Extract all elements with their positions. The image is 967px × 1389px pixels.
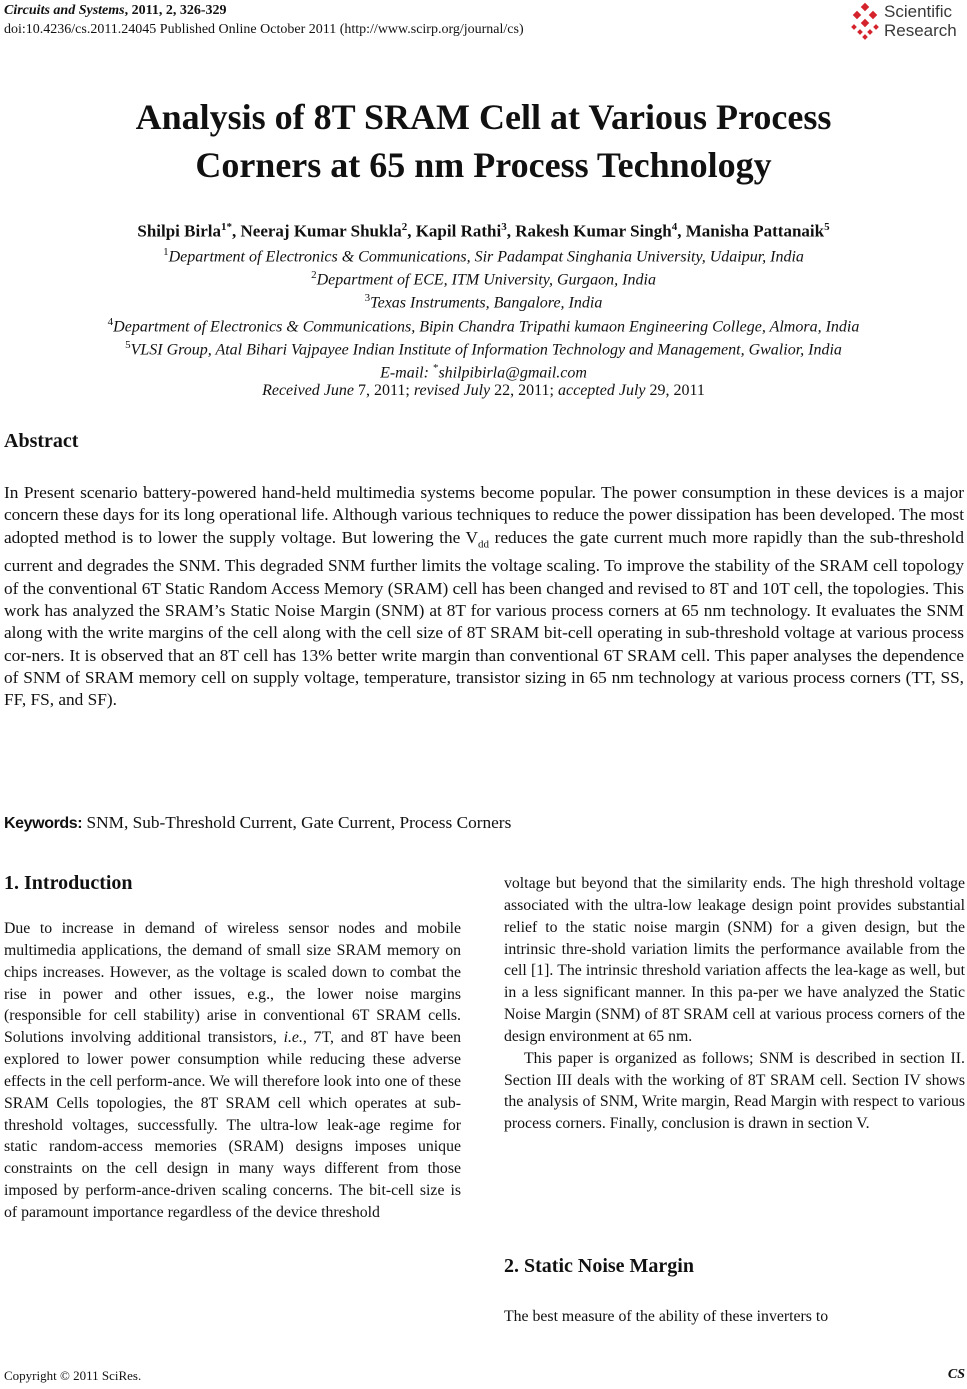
logo-line-1: Scientific (884, 2, 953, 21)
author-affil-sup: 4 (671, 221, 678, 233)
email-line: E-mail: *shilpibirla@gmail.com (380, 362, 587, 382)
publisher-logo-text (884, 2, 957, 40)
affiliation-sup: 1 (163, 246, 169, 258)
affiliation-text: Texas Instruments, Bangalore, India (370, 294, 603, 312)
affiliation-sup: 2 (311, 269, 317, 281)
publisher-logo (848, 2, 967, 42)
received-label: Received June (262, 382, 355, 399)
affiliation-text: Department of Electronics & Communications, Sir Padampat Singhania University, Udaipur, India (168, 248, 804, 266)
intro-text: Due to increase in demand of wireless sensor nodes and mobile multimedia applications, the demand of small size SRAM memory on chips increases. However, as the voltage is scaled down to combat the rise in power and other issues, e.g., the lower noise margins (responsible for cell stability) arise in conventional 6T SRAM cells. Solutions involving additional transistors, (4, 920, 461, 1047)
abstract-text-part-1: In Present scenario battery-powered hand-held multimedia systems become popular. The power consumption in these devices is a major concern these days for its long operational life. Although various techniques to reduce the power dissipation has been developed. The most adopted method is to lower the supply voltage. But lowering the V (4, 483, 964, 547)
keywords-line (4, 812, 511, 835)
revised-date: 22, 2011; (490, 382, 558, 399)
affiliation-5 (0, 335, 967, 360)
keywords-text: SNM, Sub-Threshold Current, Gate Current, Process Corners (82, 813, 512, 832)
intro-paragraph-1 (4, 918, 461, 1224)
doi-line: doi:10.4236/cs.2011.24045 Published Online October 2011 (http://www.scirp.org/journal/cs) (4, 22, 524, 37)
affiliation-sup: 4 (107, 316, 114, 328)
author-affil-sup: 2 (401, 221, 408, 233)
affiliation-text: Department of Electronics & Communications, Bipin Chandra Tripathi kumaon Engineering College, Almora, India (113, 318, 860, 336)
intro-paragraph-2: This paper is organized as follows; SNM is described in section II. Section III deals with the working of 8T SRAM cell. Section IV shows the analysis of SNM, Write margin, Read Margin with respect to various process corners. Finally, conclusion is drawn in section V. (504, 1049, 965, 1133)
affiliation-4 (0, 312, 967, 337)
author-list: Shilpi Birla$^{1*}$, Neeraj Kumar Shukla$^2$, Kapil Rathi$^3$, Rakesh Kumar Singh$^4$, Manisha Pattanaik$^5$ (137, 221, 830, 241)
abstract-subscript: dd (478, 538, 490, 551)
section-2-paragraph: The best measure of the ability of these inverters to (504, 1308, 829, 1325)
journal-volume: , 2011, 2, 326-329 (124, 3, 227, 18)
journal-citation (4, 2, 226, 19)
accepted-date: 29, 2011 (645, 382, 705, 399)
paper-title-line-1: Analysis of 8T SRAM Cell at Various Process (135, 97, 832, 137)
email-label: E-mail (380, 364, 424, 382)
section-heading-static-noise-margin: 2. Static Noise Margin (504, 1255, 694, 1277)
affiliation-3 (0, 288, 967, 313)
received-dates (0, 381, 967, 401)
intro-text: voltage but beyond that the similarity ends. The high threshold voltage associated with the ultra-low leakage design point provides substantial relief to the static noise margin (SNM) for a given design, but the intrinsic thre-shold variation limits the performance available from the cell [1]. The intrinsic threshold variation affects the lea-kage as well, but in a less significant manner. In this pa-per we have analyzed the Static Noise Margin (SNM) of 8T SRAM cell at various process corners of the design environment at 65 nm. (504, 875, 965, 1045)
abstract-text-part-2: reduces the gate current much more rapidly than the sub-threshold current and degrades the SNM. This degraded SNM further limits the voltage scaling. To improve the stability of the SRAM cell topology of the conventional 6T Static Random Access Memory (SRAM) cell has been changed and revised to 8T and 10T cell, the topologies. This work has analyzed the SRAM’s Static Noise Margin (SNM) at 8T for various process corners at 65 nm technology. It evaluates the SNM along with the write margins of the cell along with the cell size of 8T SRAM bit-cell operating in sub-threshold voltage at various process cor-ners. It is observed that an 8T cell has 13% better write margin than conventional 6T SRAM cell. This paper analyses the dependence of SNM of SRAM memory cell on supply voltage, temperature, transistor sizing in 65 nm technology at various process corners (TT, SS, FF, FS, and SF). (4, 527, 964, 710)
intro-paragraph-1-continued (504, 873, 965, 1135)
author-affil-sup: 5 (824, 221, 830, 233)
email-sup: * (432, 362, 439, 374)
intro-ie: i.e. (283, 1029, 303, 1047)
section-heading-introduction: 1. Introduction (4, 872, 133, 894)
logo-line-2: Research (884, 21, 957, 40)
author-name: Rakesh Kumar Singh (515, 221, 672, 241)
paper-title (0, 93, 967, 189)
affiliation-1 (0, 242, 967, 267)
abstract-body (4, 482, 964, 711)
affiliation-text: Department of ECE, ITM University, Gurgaon, India (316, 271, 656, 289)
author-name: Kapil Rathi (415, 221, 502, 241)
abstract-heading: Abstract (4, 430, 79, 452)
affiliation-sup: 3 (364, 292, 371, 304)
revised-label: revised July (413, 382, 491, 399)
author-affil-sup: 3 (501, 221, 507, 233)
journal-name: Circuits and Systems (4, 3, 125, 18)
author-name: Shilpi Birla (137, 221, 221, 241)
author-affil-sup: 1* (221, 221, 232, 233)
paper-title-line-2: Corners at 65 nm Process Technology (195, 145, 772, 185)
accepted-label: accepted July (558, 382, 646, 399)
affiliation-text: VLSI Group, Atal Bihari Vajpayee Indian Institute of Information Technology and Management, Gwalior, India (130, 341, 842, 359)
keywords-label: Keywords: (4, 815, 83, 832)
received-date: 7, 2011; (354, 382, 414, 399)
email-address[interactable]: shilpibirla@gmail.com (438, 364, 587, 382)
affiliation-sup: 5 (125, 339, 131, 351)
author-name: Neeraj Kumar Shukla (240, 221, 402, 241)
intro-text: , 7T, and 8T have been explored to lower power consumption while reducing these adverse effects in the cell perform-ance. We will therefore look into one of these SRAM Cells topologies, the 8T SRAM cell which operates at sub-threshold voltages, successfully. The ultra-low leak-age regime for static random-access memories (SRAM) designs imposes unique constraints on the cell design in many ways different from those imposed by perform-ance-driven scaling concerns. The bit-cell size is of paramount importance regardless of the device threshold (4, 1029, 461, 1221)
publisher-logo-mark-icon (848, 2, 882, 42)
author-name: Manisha Pattanaik (685, 221, 825, 241)
footer-copyright: Copyright © 2011 SciRes. (4, 1368, 142, 1383)
affiliation-2 (0, 265, 967, 290)
footer-journal-abbr: CS (947, 1367, 965, 1382)
